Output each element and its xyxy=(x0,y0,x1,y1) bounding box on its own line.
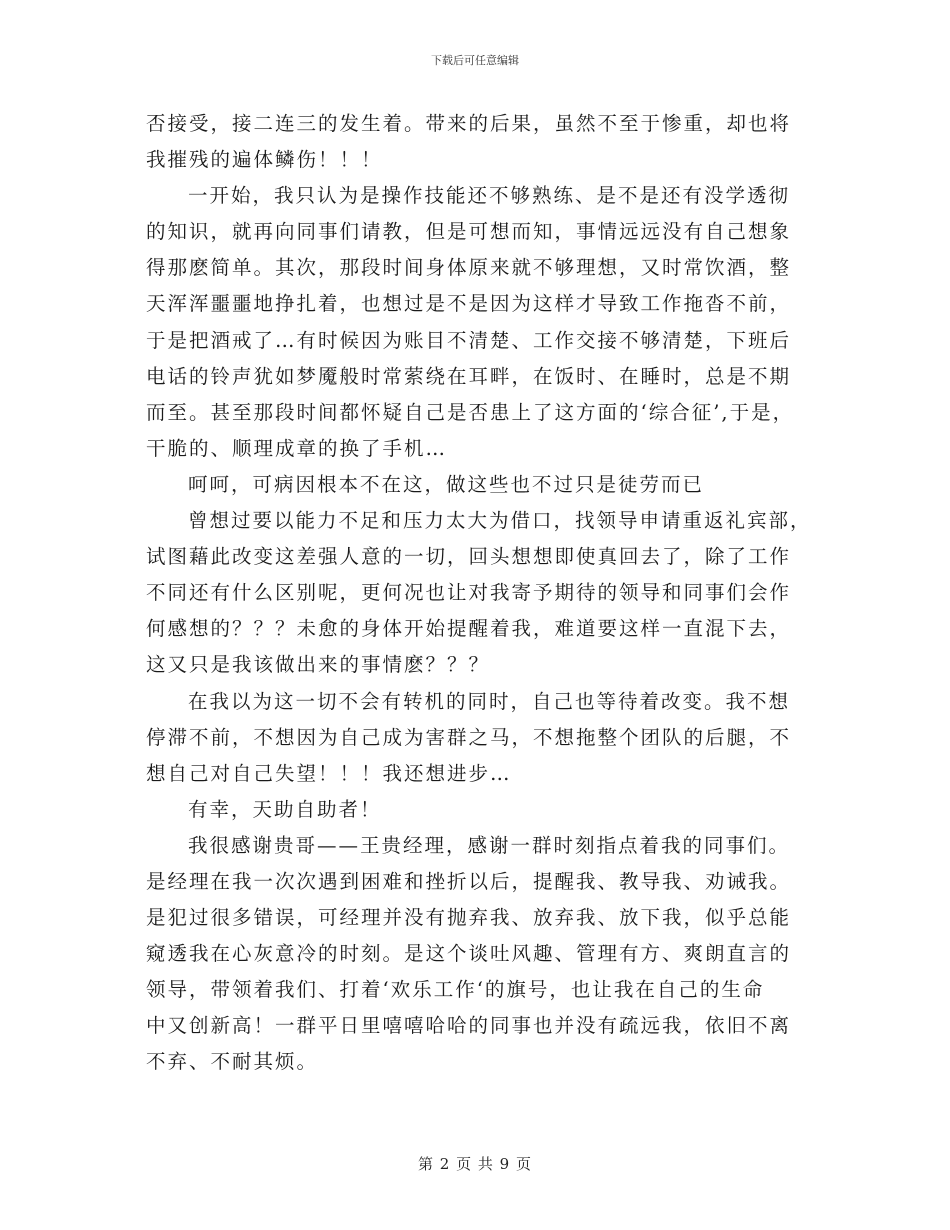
body-line: 天浑浑噩噩地挣扎着，也想过是不是因为这样才导致工作拖沓不前， xyxy=(146,292,792,316)
body-line: 干脆的、顺理成章的换了手机… xyxy=(146,436,448,460)
body-line: 想自己对自己失望！！！我还想进步… xyxy=(146,761,512,785)
paragraph-start-line: 在我以为这一切不会有转机的同时，自己也等待着改变。我不想 xyxy=(188,689,791,713)
body-line: 是犯过很多错误，可经理并没有抛弃我、放弃我、放下我，似乎总能 xyxy=(146,906,792,930)
body-line: 不弃、不耐其烦。 xyxy=(146,1050,319,1074)
body-line: 是经理在我一次次遇到困难和挫折以后，提醒我、教导我、劝诫我。 xyxy=(146,869,792,893)
body-line: 领导，带领着我们、打着‘欢乐工作‘的旗号，也让我在自己的生命 xyxy=(146,978,765,1002)
body-line: 于是把酒戒了…有时候因为账目不清楚、工作交接不够清楚，下班后 xyxy=(146,328,792,352)
page-number: 第 2 页 共 9 页 xyxy=(418,1155,532,1173)
paragraph-start-line: 曾想过要以能力不足和压力太大为借口，找领导申请重返礼宾部， xyxy=(188,509,812,533)
body-line: 我摧残的遍体鳞伤！！！ xyxy=(146,148,383,172)
body-line: 窥透我在心灰意冷的时刻。是这个谈吐风趣、管理有方、爽朗直言的 xyxy=(146,942,792,966)
body-line: 何感想的？？？未愈的身体开始提醒着我，难道要这样一直混下去， xyxy=(146,617,792,641)
page-header: 下载后可任意编辑 xyxy=(431,54,519,67)
paragraph-start-line: 呵呵，可病因根本不在这，做这些也不过只是徒劳而已 xyxy=(188,472,705,496)
body-line: 得那麽简单。其次，那段时间身体原来就不够理想，又时常饮酒，整 xyxy=(146,256,792,280)
body-line: 不同还有什么区别呢，更何况也让对我寄予期待的领导和同事们会作 xyxy=(146,581,792,605)
paragraph-start-line: 一开始，我只认为是操作技能还不够熟练、是不是还有没学透彻 xyxy=(188,184,791,208)
body-line: 电话的铃声犹如梦魇般时常萦绕在耳畔，在饭时、在睡时，总是不期 xyxy=(146,364,792,388)
body-line: 这又只是我该做出来的事情麽？？？ xyxy=(146,653,491,677)
body-line: 的知识，就再向同事们请教，但是可想而知，事情远远没有自己想象 xyxy=(146,220,792,244)
paragraph-start-line: 我很感谢贵哥——王贵经理，感谢一群时刻指点着我的同事们。 xyxy=(188,833,791,857)
body-line: 停滞不前，不想因为自己成为害群之马，不想拖整个团队的后腿，不 xyxy=(146,725,792,749)
paragraph-start-line: 有幸，天助自助者！ xyxy=(188,797,382,821)
body-line: 试图藉此改变这差强人意的一切，回头想想即使真回去了，除了工作 xyxy=(146,545,792,569)
body-line: 中又创新高！一群平日里嘻嘻哈哈的同事也并没有疏远我，依旧不离 xyxy=(146,1014,792,1038)
body-line: 而至。甚至那段时间都怀疑自己是否患上了这方面的‘综合征’,于是， xyxy=(146,400,795,424)
document-body xyxy=(146,106,818,1081)
body-line: 否接受，接二连三的发生着。带来的后果，虽然不至于惨重，却也将 xyxy=(146,112,792,135)
